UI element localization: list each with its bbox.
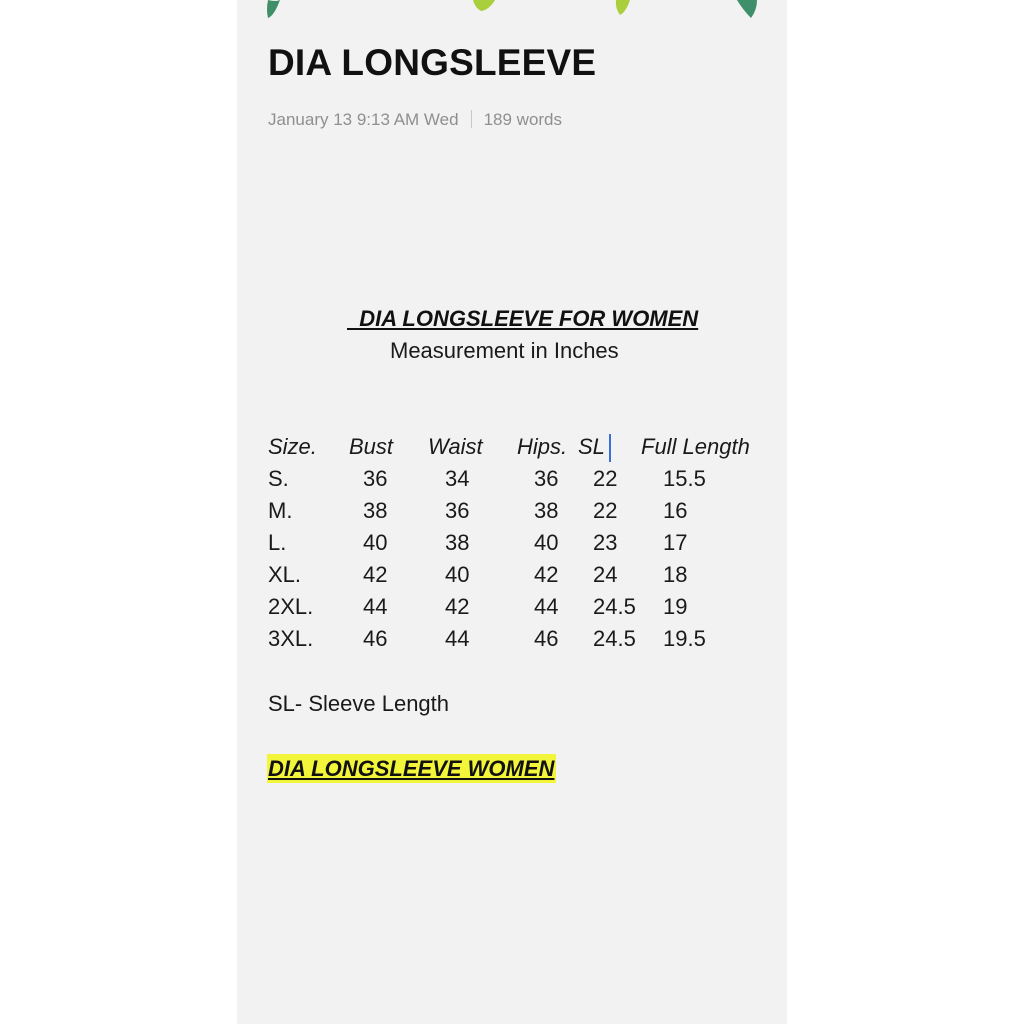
table-row[interactable] bbox=[268, 498, 768, 528]
header-waist: Waist bbox=[428, 434, 483, 459]
size-cell: L. bbox=[268, 530, 287, 555]
table-row[interactable] bbox=[268, 626, 768, 656]
sl-cell: 24.5 bbox=[593, 626, 636, 651]
sl-cell: 22 bbox=[593, 466, 618, 491]
waist-cell: 34 bbox=[445, 466, 470, 491]
full-length-cell: 17 bbox=[663, 530, 688, 555]
bust-cell: 36 bbox=[363, 466, 388, 491]
size-table-header[interactable] bbox=[268, 434, 768, 464]
note-heading[interactable]: DIA LONGSLEEVE FOR WOMEN bbox=[347, 306, 699, 331]
sl-cell: 22 bbox=[593, 498, 618, 523]
waist-cell: 38 bbox=[445, 530, 470, 555]
waist-cell: 44 bbox=[445, 626, 470, 651]
leaf-decoration-icon bbox=[614, 0, 630, 16]
table-row[interactable] bbox=[268, 594, 768, 624]
leaf-decoration-icon bbox=[473, 0, 495, 12]
waist-cell: 40 bbox=[445, 562, 470, 587]
highlighted-text[interactable]: DIA LONGSLEEVE WOMEN bbox=[268, 756, 555, 781]
table-row[interactable] bbox=[268, 530, 768, 560]
size-cell: 3XL. bbox=[268, 626, 314, 651]
table-row[interactable] bbox=[268, 562, 768, 592]
meta-divider bbox=[471, 110, 472, 128]
hips-cell: 42 bbox=[534, 562, 559, 587]
note-title[interactable]: DIA LONGSLEEVE bbox=[268, 42, 597, 83]
full-length-cell: 15.5 bbox=[663, 466, 706, 491]
hips-cell: 38 bbox=[534, 498, 559, 523]
size-cell: M. bbox=[268, 498, 293, 523]
header-sl: SL bbox=[578, 434, 605, 459]
leaf-decoration-icon bbox=[264, 0, 284, 20]
full-length-cell: 19 bbox=[663, 594, 688, 619]
hips-cell: 44 bbox=[534, 594, 559, 619]
note-meta bbox=[268, 110, 562, 130]
table-row[interactable] bbox=[268, 466, 768, 496]
size-cell: XL. bbox=[268, 562, 302, 587]
word-count: 189 words bbox=[483, 110, 563, 129]
leaf-decoration-icon bbox=[737, 0, 759, 20]
waist-cell: 42 bbox=[445, 594, 470, 619]
header-full-length: Full Length bbox=[641, 434, 750, 459]
hips-cell: 46 bbox=[534, 626, 559, 651]
size-cell: S. bbox=[268, 466, 289, 491]
waist-cell: 36 bbox=[445, 498, 470, 523]
hips-cell: 36 bbox=[534, 466, 559, 491]
note-page bbox=[237, 0, 787, 1024]
sleeve-length-footnote[interactable]: SL- Sleeve Length bbox=[268, 691, 450, 716]
header-size: Size. bbox=[268, 434, 317, 459]
size-cell: 2XL. bbox=[268, 594, 314, 619]
sl-cell: 24 bbox=[593, 562, 618, 587]
text-cursor bbox=[609, 434, 611, 462]
bust-cell: 42 bbox=[363, 562, 388, 587]
hips-cell: 40 bbox=[534, 530, 559, 555]
full-length-cell: 18 bbox=[663, 562, 688, 587]
bust-cell: 40 bbox=[363, 530, 388, 555]
note-subheading[interactable]: Measurement in Inches bbox=[390, 338, 619, 363]
bust-cell: 46 bbox=[363, 626, 388, 651]
note-date: January 13 9:13 AM Wed bbox=[268, 110, 459, 129]
sl-cell: 23 bbox=[593, 530, 618, 555]
bust-cell: 38 bbox=[363, 498, 388, 523]
sl-cell: 24.5 bbox=[593, 594, 636, 619]
header-bust: Bust bbox=[349, 434, 394, 459]
full-length-cell: 19.5 bbox=[663, 626, 706, 651]
header-hips: Hips. bbox=[517, 434, 568, 459]
full-length-cell: 16 bbox=[663, 498, 688, 523]
bust-cell: 44 bbox=[363, 594, 388, 619]
